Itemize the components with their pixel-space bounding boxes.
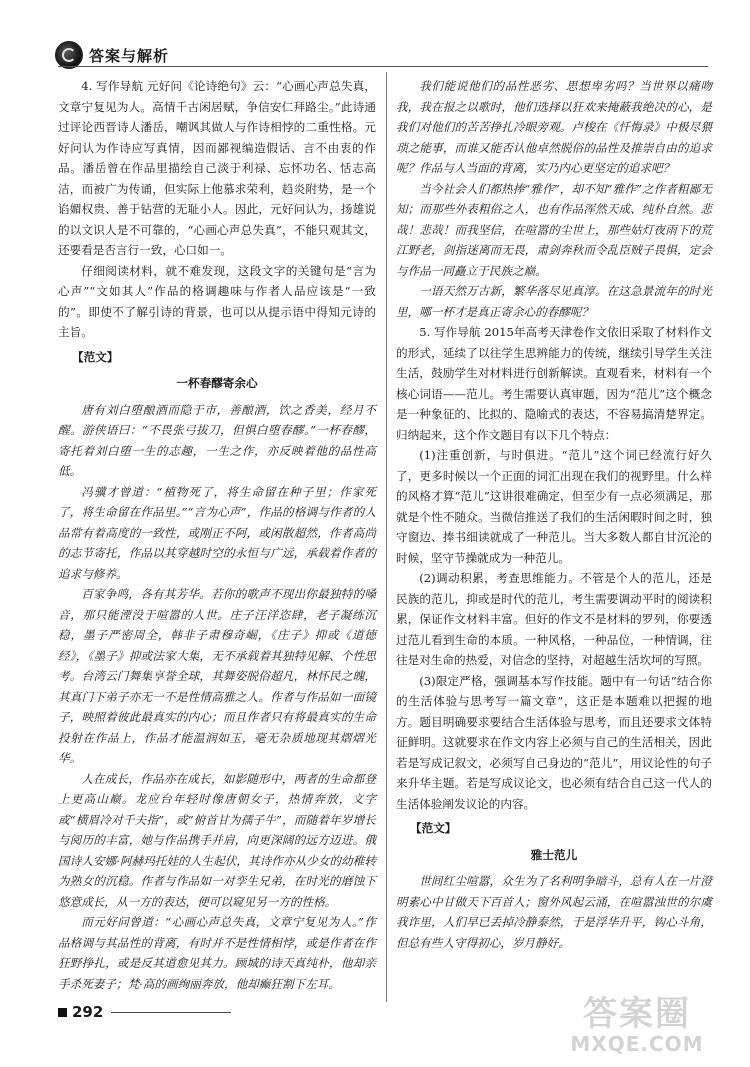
feature-point-2: (2)调动积累，考查思维能力。不管是个人的范儿，还是民族的范儿，抑或是时代的范儿，考生需要调动平时的阅读积累，保证作文材料丰富。但好的作文不是材料的罗列，你要透过范儿看到生命的本质。一种风格，一种品位，一种情调，往往是对生命的热爱，对信念的坚持，对超越生活坎坷的写照。 (396, 571, 712, 667)
essay-paragraph: 冯骥才曾道：“植物死了，将生命留在种子里；作家死了，将生命留在作品里。”“言为心声”，作品的格调与作者的人品常有着高度的一致性，或刚正不阿，或闲散超然，作者高尚的志节寄托，作品以其穿越时空的永恒与广远，承载着作者的追求与修养。 (58, 484, 376, 581)
feature-point-3: (3)限定严格，强调基本写作技能。题中有一句话“结合你的生活体验与思考写一篇文章”，这正是本题难以把握的地方。题目明确要求要结合生活体验与思考，而且还要求文体特征鲜明。这就要求在作文内容上必须与自己的生活相关，因此若是写成记叙文，必须写自己身边的“范儿”，用议论性的句子来升华主题。若是写成议论文，也必须有结合自己这一代人的生活体验阐发议论的内容。 (396, 673, 712, 811)
guide-paragraph-analysis: 仔细阅读材料，就不难发现，这段文字的关键句是“言为心声”“文如其人”作品的格调趣味与作者人品应该是“一致的”。即使不了解引诗的背景，也可以从提示语中得知元诗的主旨。 (58, 263, 376, 339)
essay-paragraph: 世间红尘喧嚣，众生为了名利明争暗斗，总有人在一片澄明素心中甘做天下百首人；窗外风起云涌，在喧嚣浊世的尔虞我诈里，人们早已丢掉冷静泰然，于是浮华升平，钩心斗角，但总有些人守得初心，岁月静好。 (396, 874, 712, 950)
header-rule (58, 66, 708, 67)
guide-paragraph-4: 4. 写作导航 元好问《论诗绝句》云：“心画心声总失真，文章宁复见为人。高情千古闲居赋，争信安仁拜路尘。”此诗通过评论西晋诗人潘岳，嘲讽其做人与作诗相悖的二重性格。元好问认为作诗应写真情，因而鄙视编造假话、言不由衷的作品。潘岳曾在作品里描绘自己淡于利禄、忘怀功名、恬志高洁，而被广为传诵，但实际上他慕求荣利，趋炎附势，是一个谄媚权贵、善于钻营的无耻小人。因此，元好问认为，扬雄说的以文识人是不可靠的，“心画心声总失真”，不能只观其文，还要看是否言行一致，心口如一。 (58, 79, 376, 257)
left-column (58, 76, 376, 994)
section-title: 答案与解析 (89, 46, 170, 65)
essay-paragraph: 我们能说他们的品性恶劣、思想卑劣吗？当世界以痛吻我，我在报之以歌时，他们选择以狂欢来掩蔽我绝决的心，是我们对他们的苦苦挣扎冷眼旁观。卢梭在《忏悔录》中极尽猥琐之能事，而谁又能否认他卓然脱俗的品性及推崇自由的追求呢？作品与人当面的背离，实乃内心更坚定的追求吧？ (396, 79, 712, 175)
watermark (542, 995, 732, 1059)
essay-paragraph: 唐有刘白堕酿酒而隐于市，善酿酒，饮之香美，经月不醒。游侠语曰：“不畏张弓拔刀，但惧白堕春醪。”一杯春醪，寄托着刘白堕一生的志趣，一生之作，亦反映着他的品性高低。 (58, 402, 376, 478)
guide-paragraph-5: 5. 写作导航 2015年高考天津卷作文依旧采取了材料作文的形式，延续了以往学生思辨能力的传统，继续引导学生关注生活，鼓励学生对材料进行创新解读。直观看来，材料有一个核心词语——范儿。考生需要认真审题，因为“范儿”这个概念是一种象征的、比拟的、隐喻式的表达，不容易搞清楚界定。归纳起来，这个作文题目有以下几个特点： (396, 325, 712, 442)
page-footer (58, 1003, 231, 1021)
book-logo-icon (55, 41, 83, 69)
page-number: 292 (72, 1003, 104, 1021)
right-column (396, 76, 712, 953)
column-divider (386, 72, 387, 1002)
square-bullet-icon (58, 1008, 67, 1017)
essay-title: 雅士范儿 (530, 847, 578, 862)
footer-rule (111, 1012, 231, 1013)
essay-paragraph: 人在成长，作品亦在成长，如影随形中，两者的生命都登上更高山巅。龙应台年轻时像唐朝女子，热情奔放，文字或“横眉冷对千夫指”，或“俯首甘为孺子牛”，而随着年岁增长与阅历的丰富，她与作品携手并肩，向更深阔的远方迈进。俄国诗人安娜·阿赫玛托娃的人生起伏，其诗作亦从少女的幼稚转为熟女的沉稳。作者与作品如一对孪生兄弟，在时光的磨蚀下悠意成长，从一方的表达，便可以窥见另一方的性格。 (58, 771, 376, 909)
essay-paragraph: 一语天然万古新，繁华落尽见真淳。在这急景流年的时光里，哪一杯才是真正寄余心的春醪呢？ (396, 284, 712, 319)
watermark-text: 答案圈 (583, 994, 691, 1034)
model-essay-tag: 【范文】 (410, 821, 457, 835)
essay-title: 一杯春醪寄余心 (176, 376, 258, 390)
feature-point-1: (1)注重创新，与时俱进。“范儿”这个词已经流行好久了，更多时候以一个正面的词汇出现在我们的视野里。什么样的风格才算“范儿”这讲很难确定，但至少有一点必须满足，那就是个性不随众。当微信推送了我们的生活闲暇时间之时，独守窗边、捧书细读就成了一种范儿。当大多数人都自甘沉沦的时候，坚守节操就成为一种范儿。 (396, 448, 712, 565)
essay-paragraph: 百家争鸣，各有其芳华。若你的歌声不现出你最独特的嗓音，那只能湮没于喧嚣的人世。庄子汪洋恣肆，老子凝练沉稳，墨子严密周全，韩非子肃穆奇崛，《庄子》抑或《道德经》，《墨子》抑或法家大集，无不承载着其独特见解、个性思考。台湾云门舞集享誉全球，其舞姿脱俗超凡，林怀民之魄，其真门下弟子亦无一不是性情高雅之人。作者与作品如一面镜子，映照着彼此最真实的内心；而且作者只有将最真实的生命投射在作品上，作品才能温润如玉，毫无杂质地现其熠熠光华。 (58, 587, 376, 765)
essay-paragraph: 当今社会人们都热捧“雅作”，却不知“雅作”之作者粗鄙无知；而那些外表粗俗之人，也有作品浑然天成、纯朴自然。悲哉！悲哉！而我坚信，在喧嚣的尘世上，那些姑灯夜雨下的荒江野老，剑指迷离而无畏，肃剑奔秋而令乱臣贼子畏惧，定会与作品一同矗立于民族之巅。 (396, 181, 712, 278)
watermark-url: MXQE.COM (570, 1032, 704, 1056)
model-essay-tag: 【范文】 (72, 349, 119, 364)
essay-paragraph: 而元好问曾道：“心画心声总失真，文章宁复见为人。”作品格调与其品性的背离，有时并不是性情相悖，或是作者在作狂野挣扎，或是反其道愈见其力。顾城的诗天真纯朴，他却亲手杀死妻子；梵·高的画绚丽奔放，他却癫狂割下左耳。 (58, 915, 376, 991)
